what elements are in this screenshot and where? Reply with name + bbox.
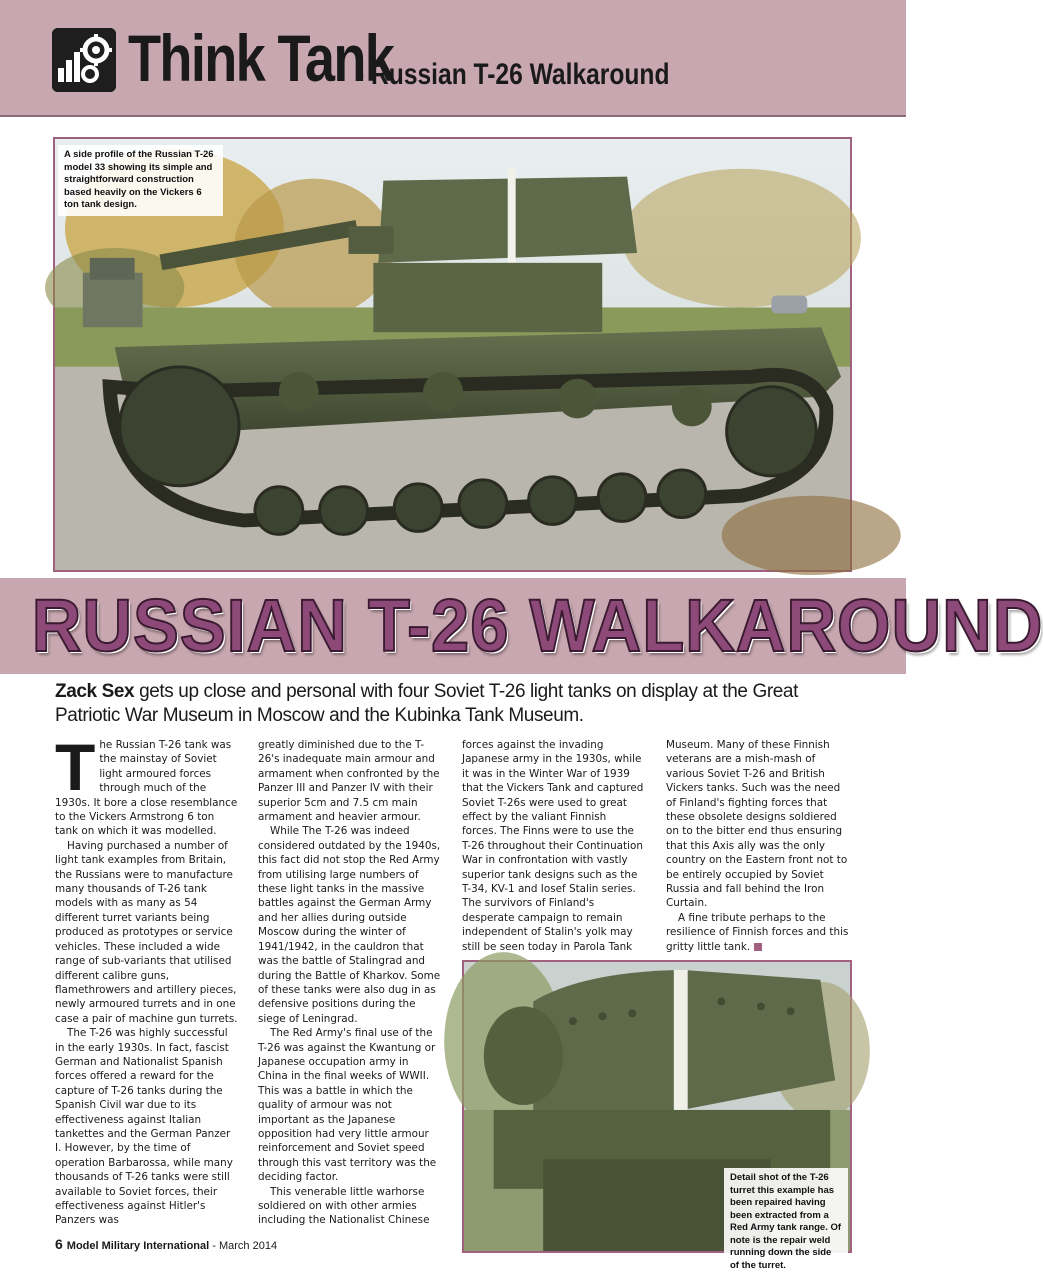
page-footer	[55, 1236, 277, 1252]
end-mark-icon	[754, 943, 762, 951]
standfirst	[55, 680, 855, 728]
paragraph: The Red Army's final use of the T-26 was against the Kwantung or Japanese occupation army in China in the final weeks of WWII. This was a battle in which the quality of armour was not important as the Japanese opposition had very little armour reinforcement and Soviet speed through this vast territory was the deciding factor.	[258, 1027, 437, 1184]
paragraph: forces against the invading Japanese army in the 1930s, while it was in the Winter War of 1939 that the Vickers Tank and captured Soviet T-26s were used to great effect by the valiant Finnish forces. The Finns were to use the T-26 throughout their Continuation War in confrontation with vastly superior tank designs such as the T-34, KV-1 and Iosef Stalin series. The survivors of Finland's desperate campaign to remain independent of Stalin's yolk may still be seen today in Parola Tank	[462, 739, 644, 953]
article-column-4	[666, 738, 852, 954]
title-banner	[0, 578, 1043, 674]
page-title: Think Tank	[128, 21, 394, 95]
page-number: 6	[55, 1236, 63, 1252]
detail-photo-caption: Detail shot of the T-26 turret this example has been repaired having been extracted from a Red Army tank range. Of note is the repair weld running down the side of the turret.	[724, 1168, 848, 1276]
paragraph: This venerable little warhorse soldiered on with other armies including the Nationalist Chinese	[258, 1185, 430, 1227]
drop-cap: T	[55, 730, 96, 804]
paragraph: While The T-26 was indeed considered outdated by the 1940s, this fact did not stop the Red Army from utilising large numbers of these light tanks in the massive battles against the German Army and her allies during outside Moscow during the winter of 1941/1942, in the cauldron that was the battle of Stalingrad and during the Battle of Kharkov. Some of these tanks were also dug in as defensive positions during the siege of Leningrad.	[258, 825, 441, 1025]
article-column-1	[55, 730, 238, 1228]
page-subtitle: - Russian T-26 Walkaround	[356, 58, 670, 91]
paragraph: greatly diminished due to the T-26's inadequate main armour and armament when confronted by the Panzer III and Panzer IV with their superior 5cm and 7.5 cm main armament and heavier armour.	[258, 739, 440, 824]
article-column-3	[462, 738, 644, 954]
paragraph: A fine tribute perhaps to the resilience of Finnish forces and this gritty little tank.	[666, 911, 849, 953]
paragraph: Having purchased a number of light tank examples from Britain, the Russians were to manufacture many thousands of T-26 tank models with as many as 54 different turret variants being produced as prototypes or service vehicles. These included a wide range of sub-variants that utilised different calibre guns, flamethrowers and artillery pieces, newly armoured turrets and in one case a pair of machine gun turrets.	[55, 839, 238, 1025]
main-photo-caption: A side profile of the Russian T-26 model 33 showing its simple and straightforward construction based heavily on the Vickers 6 ton tank design.	[58, 145, 223, 216]
author-name: Zack Sex	[55, 681, 135, 702]
article-headline: RUSSIAN T-26 WALKAROUND	[31, 584, 1043, 667]
page-header	[0, 0, 906, 117]
publication-name: Model Military International	[66, 1240, 210, 1252]
paragraph: The T-26 was highly successful in the early 1930s. In fact, fascist German and Nationalist Spanish forces offered a reward for the capture of T-26 tanks during the Spanish Civil war due to its effectiveness against Italian tankettes and the German Panzer I. However, by the time of operation Barbarossa, while many thousands of T-26 tanks were still available to Soviet forces, their effectiveness against Hitler's Panzers was	[55, 1027, 233, 1227]
issue-date: - March 2014	[209, 1240, 278, 1252]
standfirst-text: gets up close and personal with four Soviet T-26 light tanks on display at the Great Patriotic War Museum in Moscow and the Kubinka Tank Museum.	[55, 681, 798, 726]
gear-bar-chart-icon	[52, 28, 116, 92]
paragraph: The Russian T-26 tank was the mainstay of Soviet light armoured forces through much of the 1930s. It bore a close resemblance to the Vickers Armstrong 6 ton tank on which it was modelled.	[55, 730, 238, 838]
paragraph: Museum. Many of these Finnish veterans are a mish-mash of various Soviet T-26 and British Vickers tanks. Such was the need of Finland's fighting forces that these obsolete designs soldiered on to the bitter end thus ensuring that this Axis ally was the only country on the Eastern front not to be entirely occupied by Soviet Russia and fall behind the Iron Curtain.	[666, 739, 848, 910]
article-column-2	[258, 738, 441, 1228]
